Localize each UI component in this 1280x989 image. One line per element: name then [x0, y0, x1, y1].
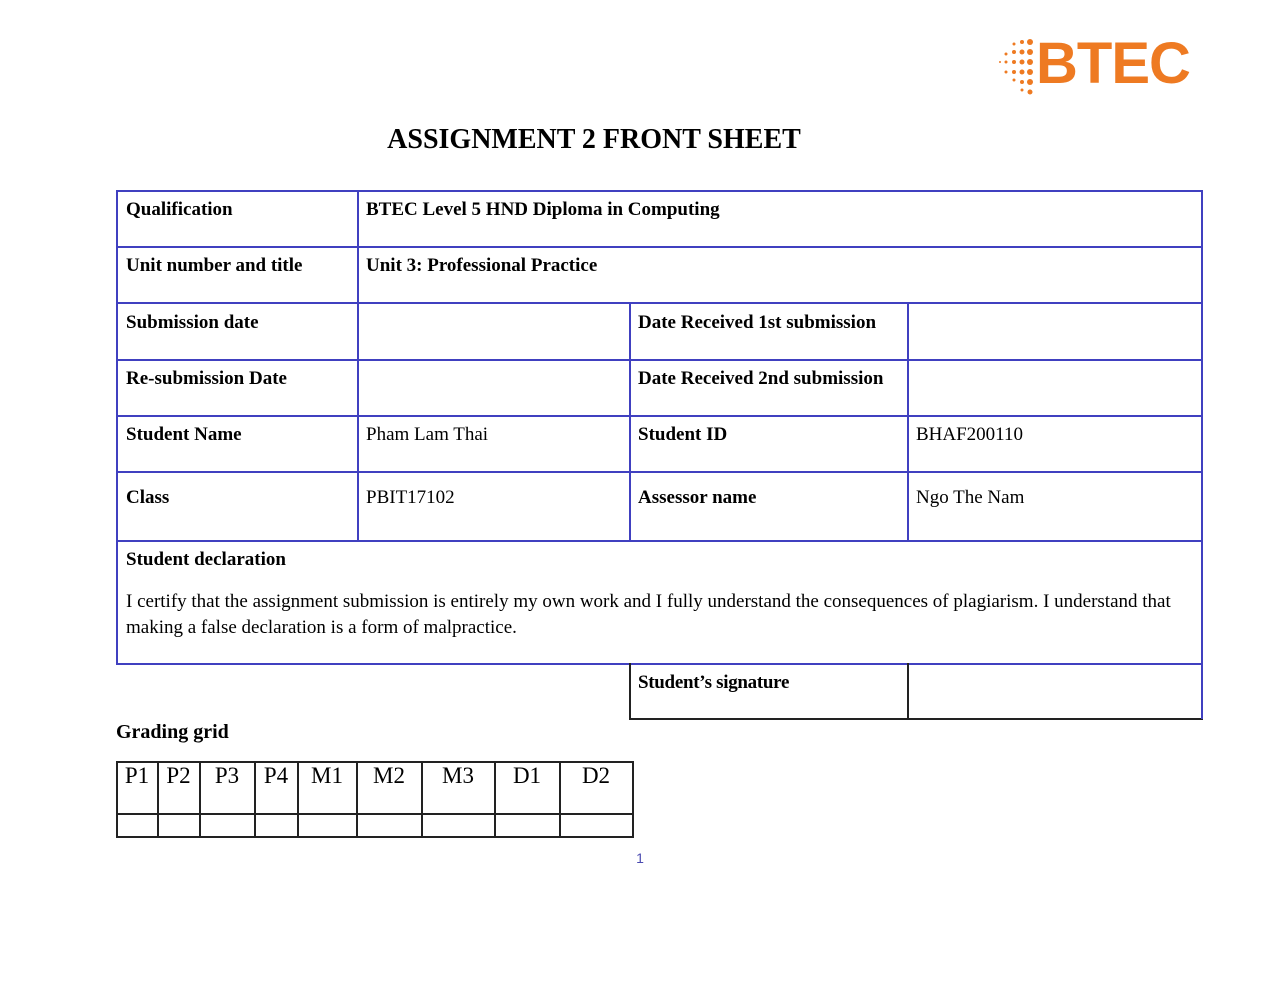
submission-date-label: Submission date: [126, 312, 259, 333]
class-label: Class: [126, 487, 170, 508]
signature-label: Student’s signature: [638, 672, 790, 693]
declaration-text: I certify that the assignment submission is entirely my own work and I fully understand the consequences of plagiarism. I understand that making a false declaration is a form of malpractice.: [126, 591, 1171, 638]
grading-grid-title: Grading grid: [116, 721, 229, 743]
unit-value: Unit 3: Professional Practice: [366, 255, 598, 276]
student-name-label: Student Name: [126, 424, 242, 445]
class-value: PBIT17102: [366, 487, 455, 508]
grade-header-p2: P2: [166, 763, 191, 788]
page-number: 1: [636, 850, 644, 866]
unit-label: Unit number and title: [126, 255, 303, 276]
btec-logo: [998, 31, 1198, 98]
grade-header-m1: M1: [311, 763, 343, 788]
student-id-label: Student ID: [638, 424, 728, 445]
grade-header-p1: P1: [124, 763, 150, 788]
qualification-value: BTEC Level 5 HND Diploma in Computing: [366, 199, 720, 220]
assessor-value: Ngo The Nam: [916, 487, 1025, 508]
date-received-2nd-label: Date Received 2nd submission: [638, 368, 884, 389]
grade-header-p3: P3: [214, 763, 240, 788]
grade-header-d2: D2: [581, 763, 611, 788]
declaration-title: Student declaration: [126, 549, 286, 570]
student-id-value: BHAF200110: [916, 424, 1023, 445]
btec-dots-icon: [998, 34, 1038, 98]
grade-header-d1: D1: [512, 763, 542, 788]
logo-text: BTEC: [1036, 31, 1190, 96]
assessor-label: Assessor name: [638, 487, 757, 508]
page-title: ASSIGNMENT 2 FRONT SHEET: [387, 124, 801, 155]
grade-header-p4: P4: [263, 763, 289, 788]
signature-field[interactable]: [910, 666, 1200, 717]
resubmission-date-label: Re-submission Date: [126, 368, 287, 389]
date-received-1st-label: Date Received 1st submission: [638, 312, 877, 333]
qualification-label: Qualification: [126, 199, 233, 220]
student-name-value: Pham Lam Thai: [366, 424, 489, 445]
grade-header-m2: M2: [373, 763, 405, 788]
grade-header-m3: M3: [442, 763, 474, 788]
